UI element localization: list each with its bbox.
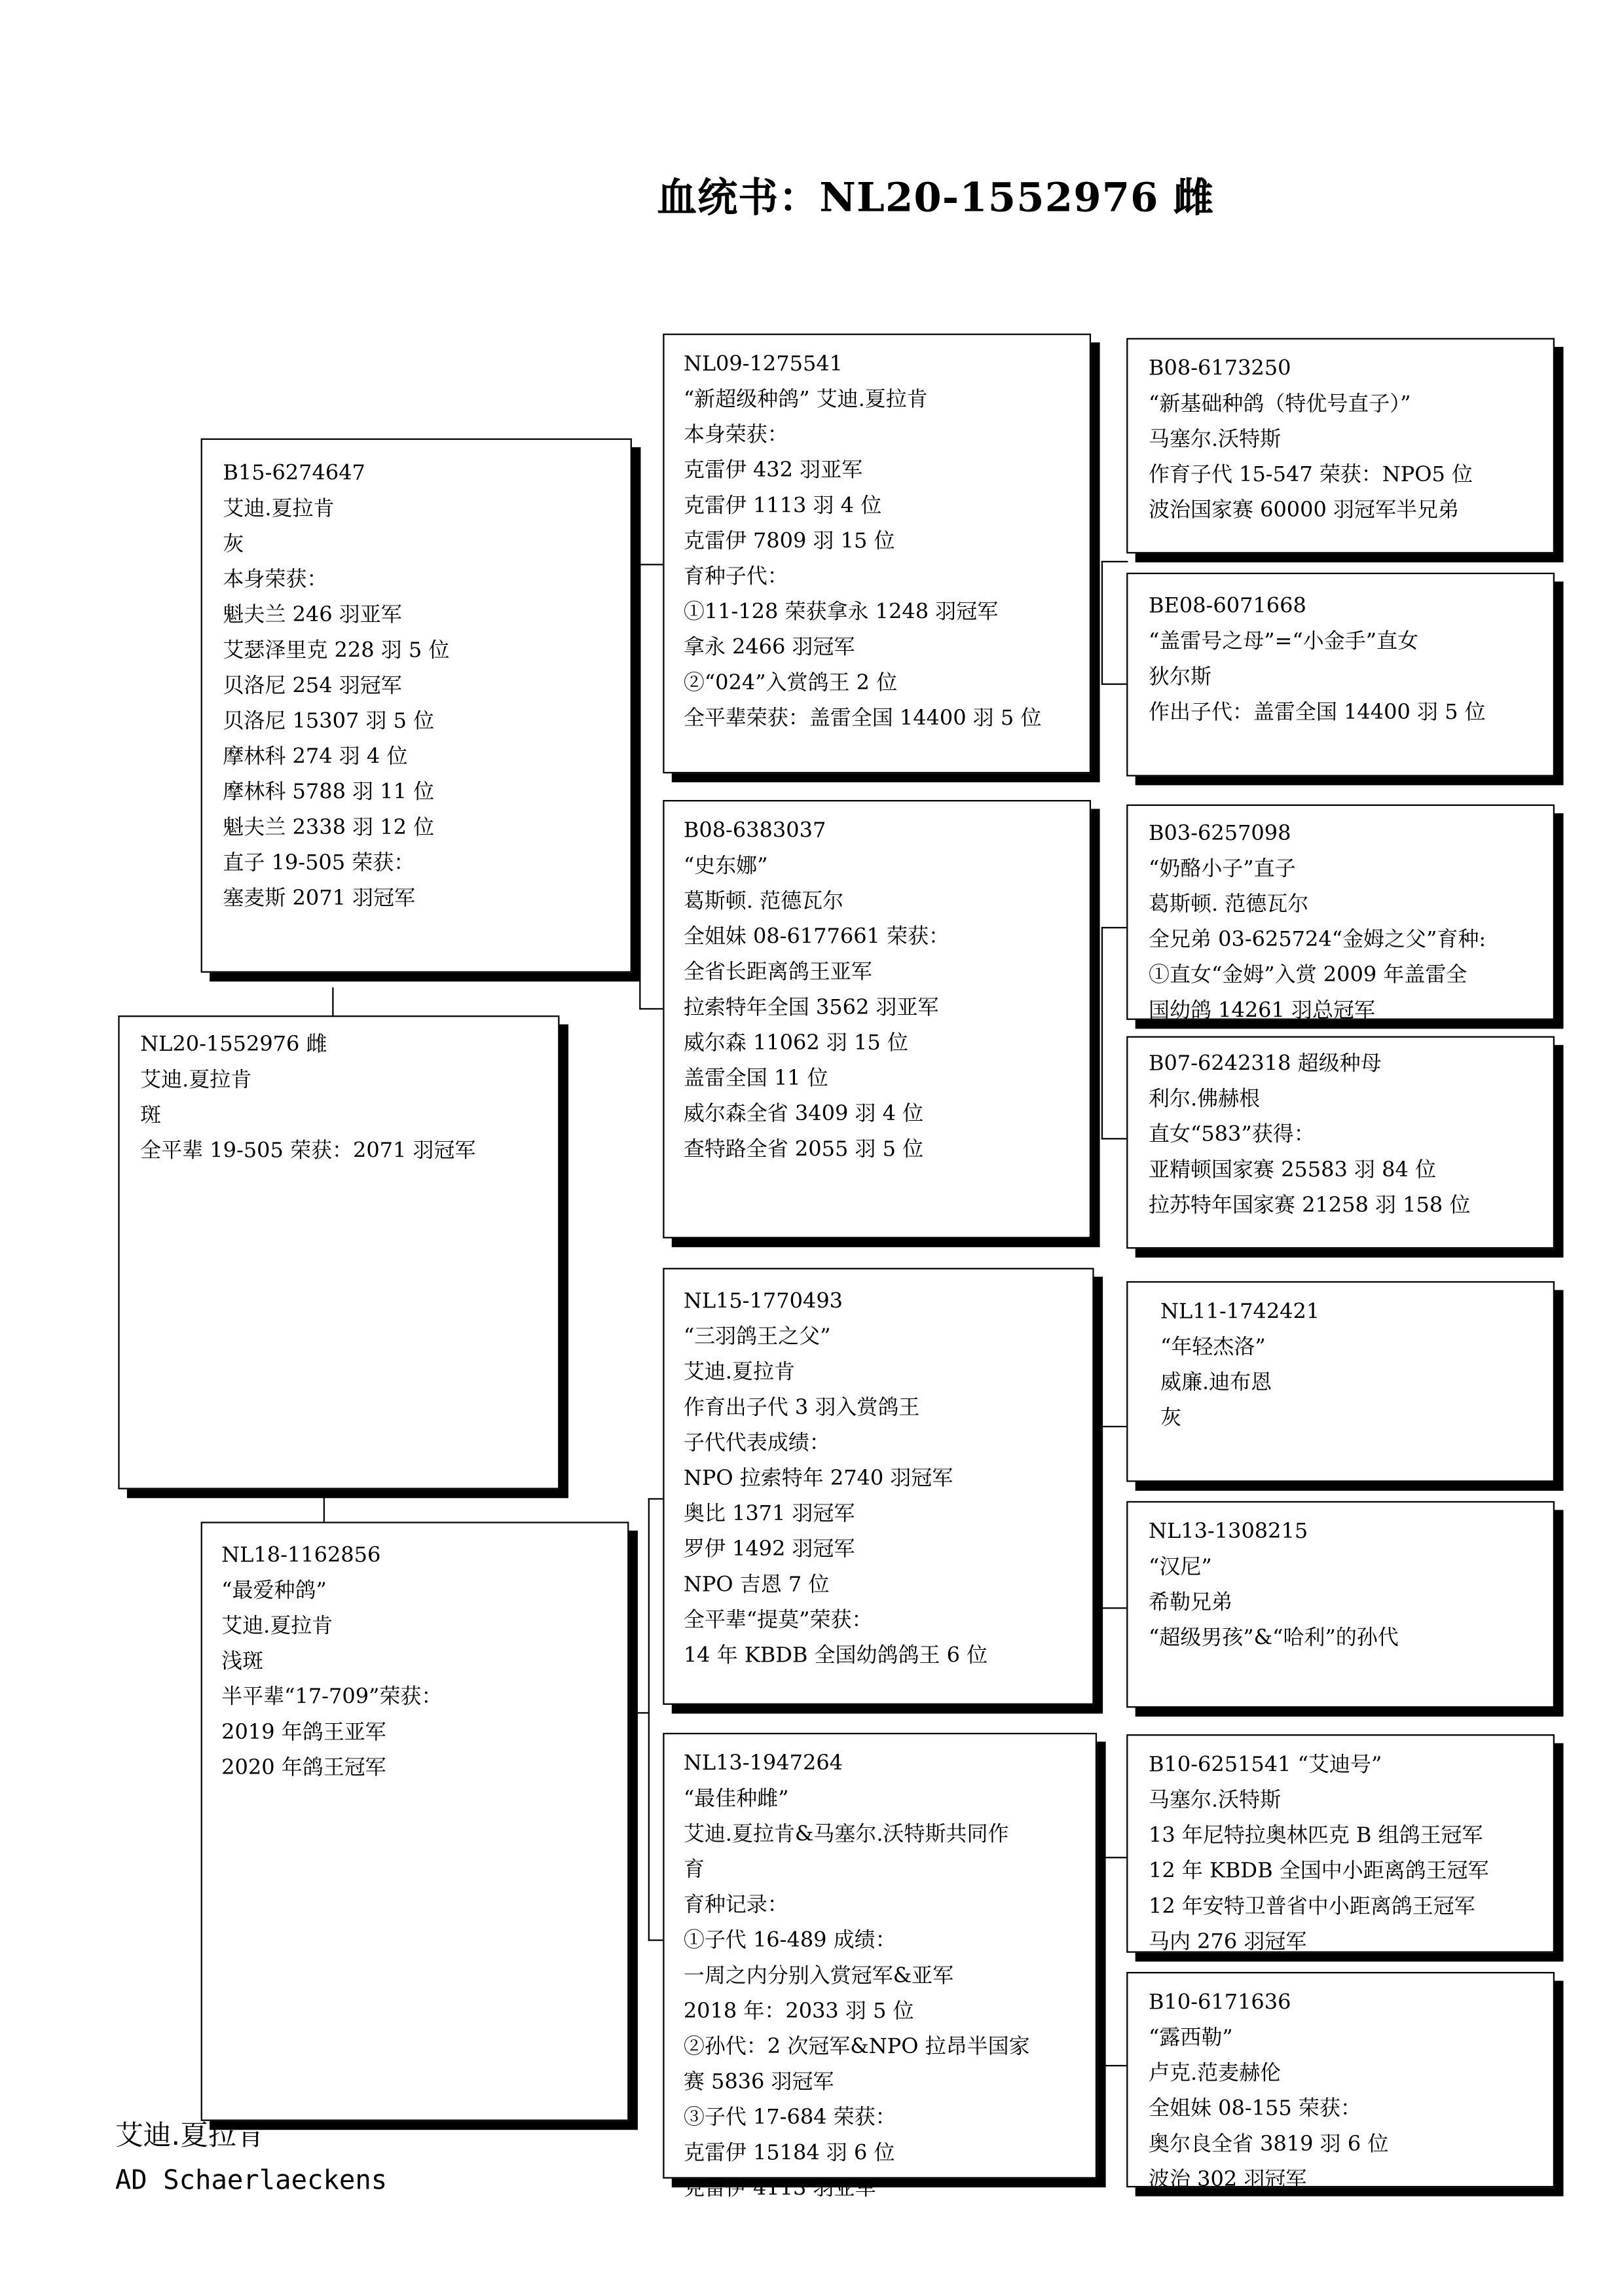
dd-sire-box: [1126, 1734, 1555, 1953]
pedigree-line: 直子 19-505 荣获：: [223, 851, 415, 875]
pedigree-line: 贝洛尼 15307 羽 5 位: [223, 710, 435, 734]
pedigree-line: 艾迪.夏拉肯: [223, 497, 335, 521]
connector-ds-bracket: [1101, 1426, 1128, 1609]
pedigree-line: 狄尔斯: [1149, 665, 1211, 689]
pedigree-line: 斑: [140, 1104, 162, 1128]
ds-dam-box: [1126, 1501, 1555, 1708]
pedigree-line: 希勒兄弟: [1149, 1591, 1232, 1615]
pedigree-line: 拿永 2466 羽冠军: [683, 636, 855, 660]
pedigree-line: “最佳种雌”: [683, 1787, 789, 1812]
pedigree-line: 马塞尔.沃特斯: [1149, 1789, 1282, 1813]
dam-dam-box: [663, 1733, 1097, 2201]
pedigree-line: 波治 302 羽冠军: [1149, 2168, 1307, 2192]
pedigree-line: 威尔森全省 3409 羽 4 位: [683, 1102, 924, 1127]
pedigree-line: 全平辈“提莫”荣获：: [683, 1609, 873, 1633]
pedigree-line: 波治国家赛 60000 羽冠军半兄弟: [1149, 499, 1459, 523]
pedigree-line: 作出子代：盖雷全国 14400 羽 5 位: [1149, 701, 1486, 725]
pedigree-line: NPO 吉恩 7 位: [683, 1573, 830, 1597]
pedigree-line: 塞麦斯 2071 羽冠军: [223, 886, 416, 911]
pedigree-line: 子代代表成绩：: [683, 1431, 830, 1455]
connector-ss-bracket: [1101, 561, 1128, 685]
pedigree-line: “新基础种鸽（特优号直子）”: [1149, 392, 1411, 416]
pedigree-line: NL13-1947264: [683, 1752, 843, 1776]
pedigree-line: NL11-1742421: [1160, 1300, 1320, 1324]
pedigree-line: 摩林科 274 羽 4 位: [223, 745, 408, 769]
pedigree-line: 13 年尼特拉奥林匹克 B 组鸽王冠军: [1149, 1824, 1483, 1848]
pedigree-line: ①直女“金姆”入赏 2009 年盖雷全: [1149, 964, 1467, 988]
pedigree-line: 卢克.范麦赫伦: [1149, 2062, 1282, 2086]
pedigree-line: 马塞尔.沃特斯: [1149, 428, 1282, 452]
pedigree-line: 浅斑: [221, 1650, 264, 1674]
pedigree-line: NL15-1770493: [683, 1290, 843, 1314]
dam-sire-box: [663, 1268, 1094, 1705]
pedigree-line: “新超级种鸽” 艾迪.夏拉肯: [683, 388, 928, 412]
pedigree-line: 本身荣获：: [223, 568, 328, 592]
page-title: 血统书：NL20-1552976 雌: [657, 175, 1215, 222]
ss-dam-box: [1126, 573, 1555, 776]
subject-box: [118, 1015, 559, 1489]
pedigree-line: NL18-1162856: [221, 1544, 381, 1568]
breeder-name-en: AD Schaerlaeckens: [115, 2165, 388, 2196]
pedigree-line: 全兄弟 03-625724“金姆之父”育种:: [1149, 928, 1486, 953]
pedigree-line: 一周之内分别入赏冠军&亚军: [683, 1964, 954, 1988]
pedigree-line: 国幼鸽 14261 羽总冠军: [1149, 999, 1375, 1023]
pedigree-line: 作育子代 15-547 荣获：NPO5 位: [1149, 463, 1473, 487]
pedigree-line: NL09-1275541: [683, 352, 843, 376]
pedigree-line: 贝洛尼 254 羽冠军: [223, 674, 402, 699]
pedigree-line: 全平辈荣获：盖雷全国 14400 羽 5 位: [683, 706, 1042, 731]
pedigree-line: 全姐妹 08-155 荣获：: [1149, 2097, 1361, 2121]
pedigree-line: 12 年安特卫普省中小距离鸽王冠军: [1149, 1895, 1475, 1919]
pedigree-line: “汉尼”: [1149, 1556, 1212, 1580]
pedigree-line: BE08-6071668: [1149, 594, 1306, 619]
pedigree-line: 灰: [223, 532, 244, 556]
pedigree-line: 奥比 1371 羽冠军: [683, 1503, 855, 1527]
pedigree-line: B08-6173250: [1149, 357, 1291, 381]
dd-dam-box: [1126, 1972, 1555, 2192]
pedigree-line: ②“024”入赏鸽王 2 位: [683, 671, 898, 695]
pedigree-line: B08-6383037: [683, 819, 826, 843]
pedigree-line: ②孙代：2 次冠军&NPO 拉昂半国家: [683, 2035, 1030, 2060]
pedigree-line: 艾迪.夏拉肯: [140, 1068, 252, 1093]
pedigree-line: “奶酪小子”直子: [1149, 857, 1296, 881]
pedigree-line: 2020 年鸽王冠军: [221, 1756, 386, 1780]
connector-sire-stem: [632, 782, 641, 784]
pedigree-line: 魁夫兰 2338 羽 12 位: [223, 816, 435, 840]
breeder-name-cn: 艾迪.夏拉肯: [115, 2119, 265, 2153]
pedigree-line: 育: [683, 1858, 705, 1882]
pedigree-line: “年轻杰洛”: [1160, 1336, 1266, 1360]
pedigree-line: “超级男孩”&“哈利”的孙代: [1149, 1626, 1399, 1650]
pedigree-line: 罗伊 1492 羽冠军: [683, 1538, 855, 1562]
pedigree-line: 魁夫兰 246 羽亚军: [223, 604, 402, 628]
pedigree-line: 克雷伊 1113 羽 4 位: [683, 494, 882, 519]
ds-sire-box: [1126, 1281, 1555, 1482]
pedigree-line: 亚精顿国家赛 25583 羽 84 位: [1149, 1158, 1437, 1182]
pedigree-line: 作育出子代 3 羽入赏鸽王: [683, 1396, 920, 1420]
pedigree-line: “露西勒”: [1149, 2026, 1233, 2050]
ss-sire-box: [1126, 338, 1555, 553]
pedigree-line: NL13-1308215: [1149, 1520, 1308, 1544]
sire-sire-box: [663, 334, 1091, 774]
connector-sire-bracket: [639, 564, 663, 1010]
pedigree-line: 利尔.佛赫根: [1149, 1087, 1261, 1112]
pedigree-line: 威尔森 11062 羽 15 位: [683, 1031, 908, 1055]
pedigree-line: B03-6257098: [1149, 822, 1291, 846]
pedigree-line: 全平辈 19-505 荣获：2071 羽冠军: [140, 1139, 476, 1163]
dam-box: [201, 1522, 629, 2121]
sire-box: [201, 439, 632, 973]
sire-dam-box: [663, 800, 1091, 1239]
pedigree-line: 12 年 KBDB 全国中小距离鸽王冠军: [1149, 1859, 1489, 1884]
sd-dam-box: [1126, 1036, 1555, 1249]
pedigree-line: 艾瑟泽里克 228 羽 5 位: [223, 639, 450, 663]
connector-dd-bracket: [1101, 1857, 1128, 2066]
pedigree-line: B07-6242318 超级种母: [1149, 1052, 1382, 1076]
pedigree-line: NPO 拉索特年 2740 羽冠军: [683, 1467, 953, 1491]
pedigree-line: ③子代 17-684 荣获：: [683, 2106, 896, 2130]
pedigree-line: 艾迪.夏拉肯: [683, 1360, 795, 1385]
pedigree-line: 赛 5836 羽冠军: [683, 2071, 834, 2095]
pedigree-line: 克雷伊 15184 羽 6 位: [683, 2141, 895, 2166]
pedigree-line: 14 年 KBDB 全国幼鸽鸽王 6 位: [683, 1644, 988, 1668]
pedigree-line: 查特路全省 2055 羽 5 位: [683, 1138, 924, 1162]
pedigree-line: B10-6251541 “艾迪号”: [1149, 1753, 1382, 1777]
pedigree-line: 马内 276 羽冠军: [1149, 1930, 1307, 1954]
sd-sire-box: [1126, 805, 1555, 1023]
pedigree-line: 拉索特年全国 3562 羽亚军: [683, 996, 939, 1020]
pedigree-line: 克雷伊 7809 羽 15 位: [683, 530, 895, 554]
pedigree-line: “盖雷号之母”=“小金手”直女: [1149, 630, 1419, 654]
pedigree-line: 威廉.迪布恩: [1160, 1371, 1272, 1395]
pedigree-line: 克雷伊 4113 羽亚军: [683, 2177, 876, 2201]
pedigree-line: 葛斯顿. 范德瓦尔: [683, 890, 844, 914]
pedigree-line: 葛斯顿. 范德瓦尔: [1149, 892, 1309, 917]
connector-dam-stem: [638, 1712, 650, 1713]
connector-subject-sire: [332, 987, 333, 1015]
pedigree-line: 全姐妹 08-6177661 荣获：: [683, 925, 950, 949]
pedigree-line: B15-6274647: [223, 462, 365, 486]
pedigree-line: “史东娜”: [683, 854, 768, 879]
pedigree-line: 盖雷全国 11 位: [683, 1067, 828, 1091]
pedigree-line: 半平辈“17-709”荣获：: [221, 1685, 443, 1709]
pedigree-line: 全省长距离鸽王亚军: [683, 960, 872, 985]
pedigree-line: 克雷伊 432 羽亚军: [683, 459, 863, 483]
pedigree-line: 灰: [1160, 1406, 1182, 1430]
pedigree-line: “三羽鸽王之父”: [683, 1325, 831, 1349]
connector-subject-dam: [323, 1492, 325, 1522]
pedigree-line: 育种记录：: [683, 1893, 788, 1918]
pedigree-line: 2018 年：2033 羽 5 位: [683, 1999, 914, 2024]
pedigree-line: 艾迪.夏拉肯: [221, 1614, 333, 1639]
connector-sd-bracket: [1101, 927, 1128, 1140]
pedigree-line: 直女“583”获得：: [1149, 1123, 1315, 1147]
pedigree-line: B10-6171636: [1149, 1991, 1291, 2015]
pedigree-line: ①子代 16-489 成绩：: [683, 1929, 896, 1953]
pedigree-line: 2019 年鸽王亚军: [221, 1721, 386, 1745]
pedigree-line: 拉苏特年国家赛 21258 羽 158 位: [1149, 1194, 1471, 1218]
pedigree-line: 本身荣获：: [683, 424, 788, 448]
pedigree-line: 摩林科 5788 羽 11 位: [223, 780, 435, 805]
pedigree-line: ①11-128 荣获拿永 1248 羽冠军: [683, 600, 999, 625]
pedigree-line: 育种子代：: [683, 565, 788, 589]
pedigree-line: NL20-1552976 雌: [140, 1033, 327, 1057]
pedigree-line: 艾迪.夏拉肯&马塞尔.沃特斯共同作: [683, 1823, 1009, 1847]
pedigree-line: “最爱种鸽”: [221, 1579, 327, 1603]
pedigree-line: 奥尔良全省 3819 羽 6 位: [1149, 2132, 1389, 2157]
